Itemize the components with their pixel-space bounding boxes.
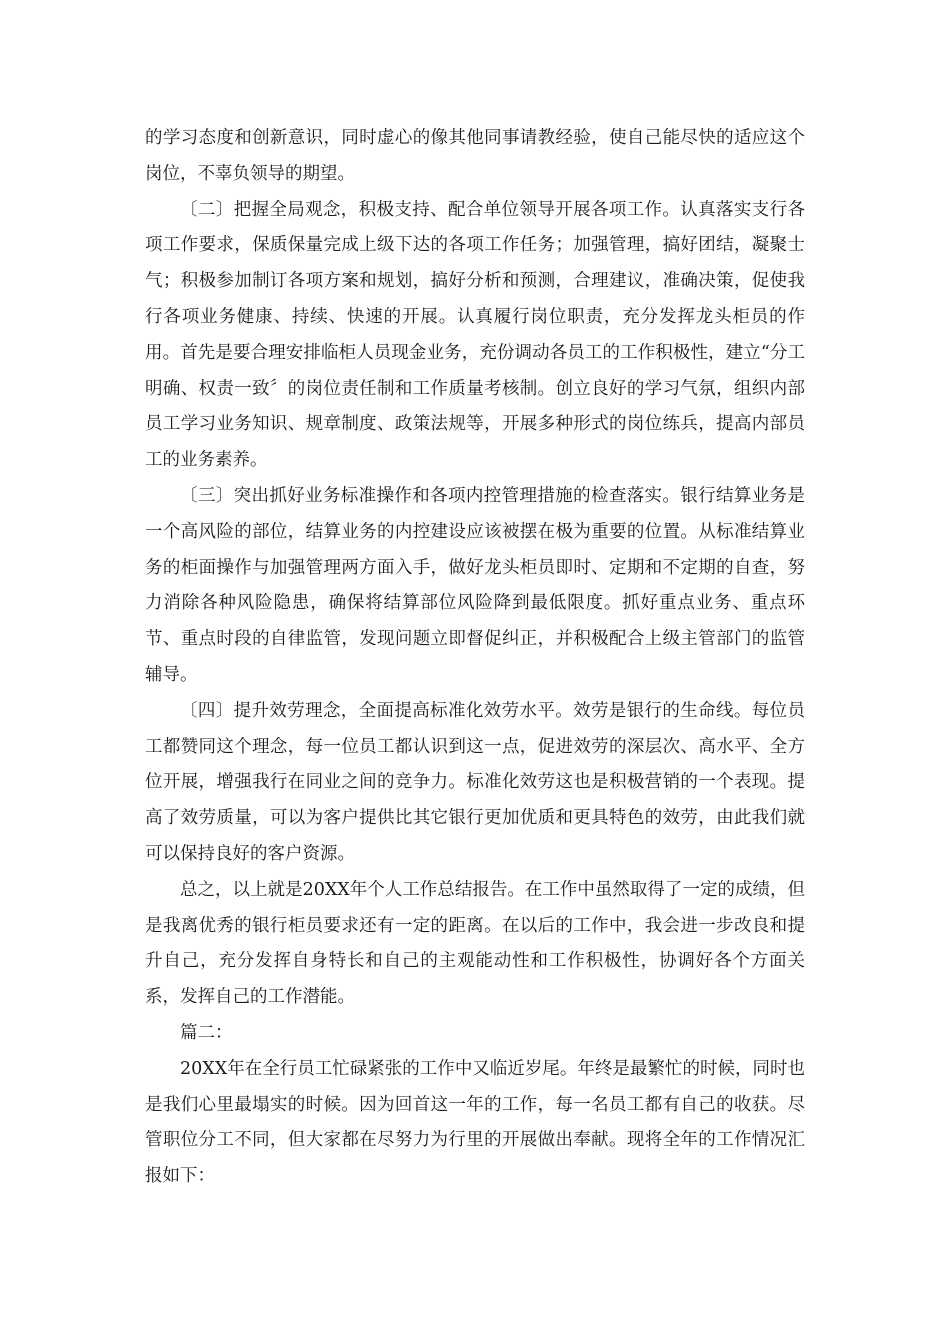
part-two-heading: 篇二： bbox=[180, 1022, 233, 1043]
paragraph-section-three: 〔三〕突出抓好业务标准操作和各项内控管理措施的检查落实。银行结算业务是一个高风险的部位，结算业务的内控建设应该被摆在极为重要的位置。从标准结算业务的柜面操作与加强管理两方面入手，做好龙头柜员即时、定期和不定期的自查，努力消除各种风险隐患，确保将结算部位风险降到最低限度。抓好重点业务、重点环节、重点时段的自律监管，发现问题立即督促纠正，并积极配合上级主管部门的监管辅导。 bbox=[145, 485, 805, 685]
paragraph-summary: 总之，以上就是20XX年个人工作总结报告。在工作中虽然取得了一定的成绩，但是我离优秀的银行柜员要求还有一定的距离。在以后的工作中，我会进一步改良和提升自己，充分发挥自身特长和自己的主观能动性和工作积极性，协调好各个方面关系，发挥自己的工作潜能。 bbox=[145, 879, 805, 1008]
paragraph-continuation: 的学习态度和创新意识，同时虚心的像其他同事请教经验，使自己能尽快的适应这个岗位，不辜负领导的期望。 bbox=[145, 128, 805, 184]
document-body bbox=[145, 121, 805, 1195]
paragraph-section-four: 〔四〕提升效劳理念，全面提高标准化效劳水平。效劳是银行的生命线。每位员工都赞同这个理念，每一位员工都认识到这一点，促进效劳的深层次、高水平、全方位开展，增强我行在同业之间的竞争力。标准化效劳这也是积极营销的一个表现。提高了效劳质量，可以为客户提供比其它银行更加优质和更具特色的效劳，由此我们就可以保持良好的客户资源。 bbox=[145, 700, 805, 864]
paragraph-part-two-intro: 20XX年在全行员工忙碌紧张的工作中又临近岁尾。年终是最繁忙的时候，同时也是我们心里最塌实的时候。因为回首这一年的工作，每一名员工都有自己的收获。尽管职位分工不同，但大家都在尽努力为行里的开展做出奉献。现将全年的工作情况汇报如下： bbox=[145, 1058, 805, 1187]
paragraph-section-two: 〔二〕把握全局观念，积极支持、配合单位领导开展各项工作。认真落实支行各项工作要求，保质保量完成上级下达的各项工作任务；加强管理，搞好团结，凝聚士气；积极参加制订各项方案和规划，搞好分析和预测，合理建议，准确决策，促使我行各项业务健康、持续、快速的开展。认真履行岗位职责，充分发挥龙头柜员的作用。首先是要合理安排临柜人员现金业务，充份调动各员工的工作积极性，建立“分工明确、权责一致〞的岗位责任制和工作质量考核制。创立良好的学习气氛，组织内部员工学习业务知识、规章制度、政策法规等，开展多种形式的岗位练兵，提高内部员工的业务素养。 bbox=[145, 199, 805, 471]
